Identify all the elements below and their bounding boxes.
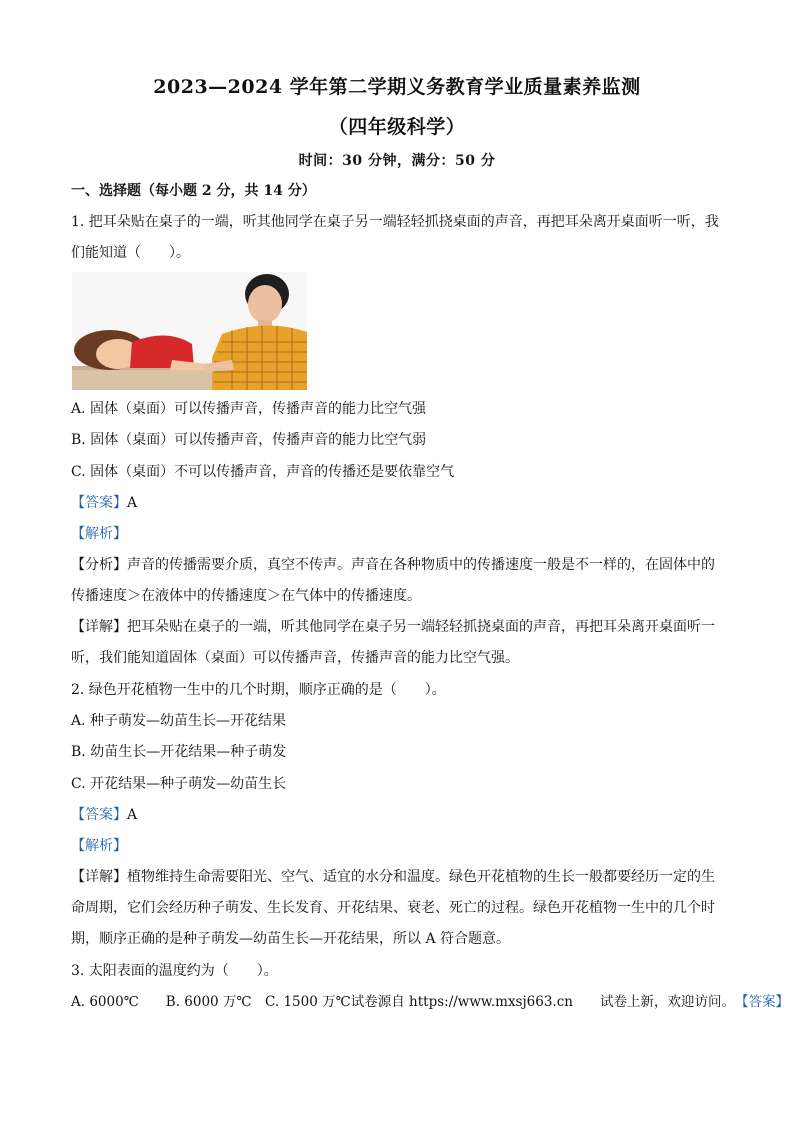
answer-tag: 【答案】 bbox=[71, 807, 127, 823]
q2-option-b: B. 幼苗生长—开花结果—种子萌发 bbox=[71, 744, 287, 760]
exam-title: 2023—2024 学年第二学期义务教育学业质量素养监测 bbox=[153, 76, 641, 98]
q1-stem-line1: 1. 把耳朵贴在桌子的一端，听其他同学在桌子另一端轻轻抓挠桌面的声音，再把耳朵离开桌面听一听，我 bbox=[71, 214, 719, 230]
q2-analysis-tag: 【解析】 bbox=[71, 838, 127, 854]
q1-option-a: A. 固体（桌面）可以传播声音，传播声音的能力比空气强 bbox=[71, 401, 427, 417]
answer-value: A bbox=[127, 495, 138, 511]
q1-fenxi-line1: 【分析】声音的传播需要介质，真空不传声。声音在各种物质中的传播速度一般是不一样的，在固体中的 bbox=[71, 557, 715, 573]
exam-info: 时间：30 分钟，满分：50 分 bbox=[298, 153, 496, 169]
xiangjie-tag: 【详解】 bbox=[71, 619, 127, 635]
q1-option-b: B. 固体（桌面）可以传播声音，传播声音的能力比空气弱 bbox=[71, 432, 427, 448]
q2-stem: 2. 绿色开花植物一生中的几个时期，顺序正确的是（ ）。 bbox=[71, 682, 446, 698]
source-link[interactable]: 试卷源自 https://www.mxsj663.cn 试卷上新，欢迎访问。 bbox=[350, 994, 735, 1010]
q1-answer bbox=[71, 493, 734, 513]
q3-options: A. 6000℃ B. 6000 万℃ C. 1500 万℃ bbox=[71, 994, 351, 1010]
q1-xiangjie-line1: 【详解】把耳朵贴在桌子的一端，听其他同学在桌子另一端轻轻抓挠桌面的声音，再把耳朵离开桌面听一 bbox=[71, 619, 715, 635]
q1-illustration-photo bbox=[72, 272, 307, 390]
q3-answer-tag: 【答案】 bbox=[734, 994, 789, 1010]
q3-options-line bbox=[71, 992, 789, 1012]
q1-stem-line2: 们能知道（ ）。 bbox=[71, 245, 190, 261]
q2-xiangjie-line2: 命周期，它们会经历种子萌发、生长发育、开花结果、衰老、死亡的过程。绿色开花植物一生中的几个时 bbox=[71, 900, 715, 916]
exam-subtitle: （四年级科学） bbox=[328, 116, 466, 138]
section-heading: 一、选择题（每小题 2 分，共 14 分） bbox=[71, 183, 316, 199]
answer-tag: 【答案】 bbox=[71, 495, 127, 511]
q1-fenxi-line2: 传播速度＞在液体中的传播速度＞在气体中的传播速度。 bbox=[71, 588, 421, 604]
q2-xiangjie-line1: 【详解】植物维持生命需要阳光、空气、适宜的水分和温度。绿色开花植物的生长一般都要经历一定的生 bbox=[71, 869, 715, 885]
answer-value: A bbox=[127, 807, 138, 823]
q1-analysis-tag: 【解析】 bbox=[71, 526, 127, 542]
q1-xiangjie-line2: 听，我们能知道固体（桌面）可以传播声音，传播声音的能力比空气强。 bbox=[71, 650, 519, 666]
q2-option-c: C. 开花结果—种子萌发—幼苗生长 bbox=[71, 776, 287, 792]
fenxi-tag: 【分析】 bbox=[71, 557, 127, 573]
q2-answer bbox=[71, 805, 734, 825]
q1-option-c: C. 固体（桌面）不可以传播声音，声音的传播还是要依靠空气 bbox=[71, 464, 455, 480]
q3-stem: 3. 太阳表面的温度约为（ ）。 bbox=[71, 963, 278, 979]
q2-xiangjie-line3: 期，顺序正确的是种子萌发—幼苗生长—开花结果，所以 A 符合题意。 bbox=[71, 931, 511, 947]
xiangjie-tag: 【详解】 bbox=[71, 869, 127, 885]
q2-option-a: A. 种子萌发—幼苗生长—开花结果 bbox=[71, 713, 287, 729]
